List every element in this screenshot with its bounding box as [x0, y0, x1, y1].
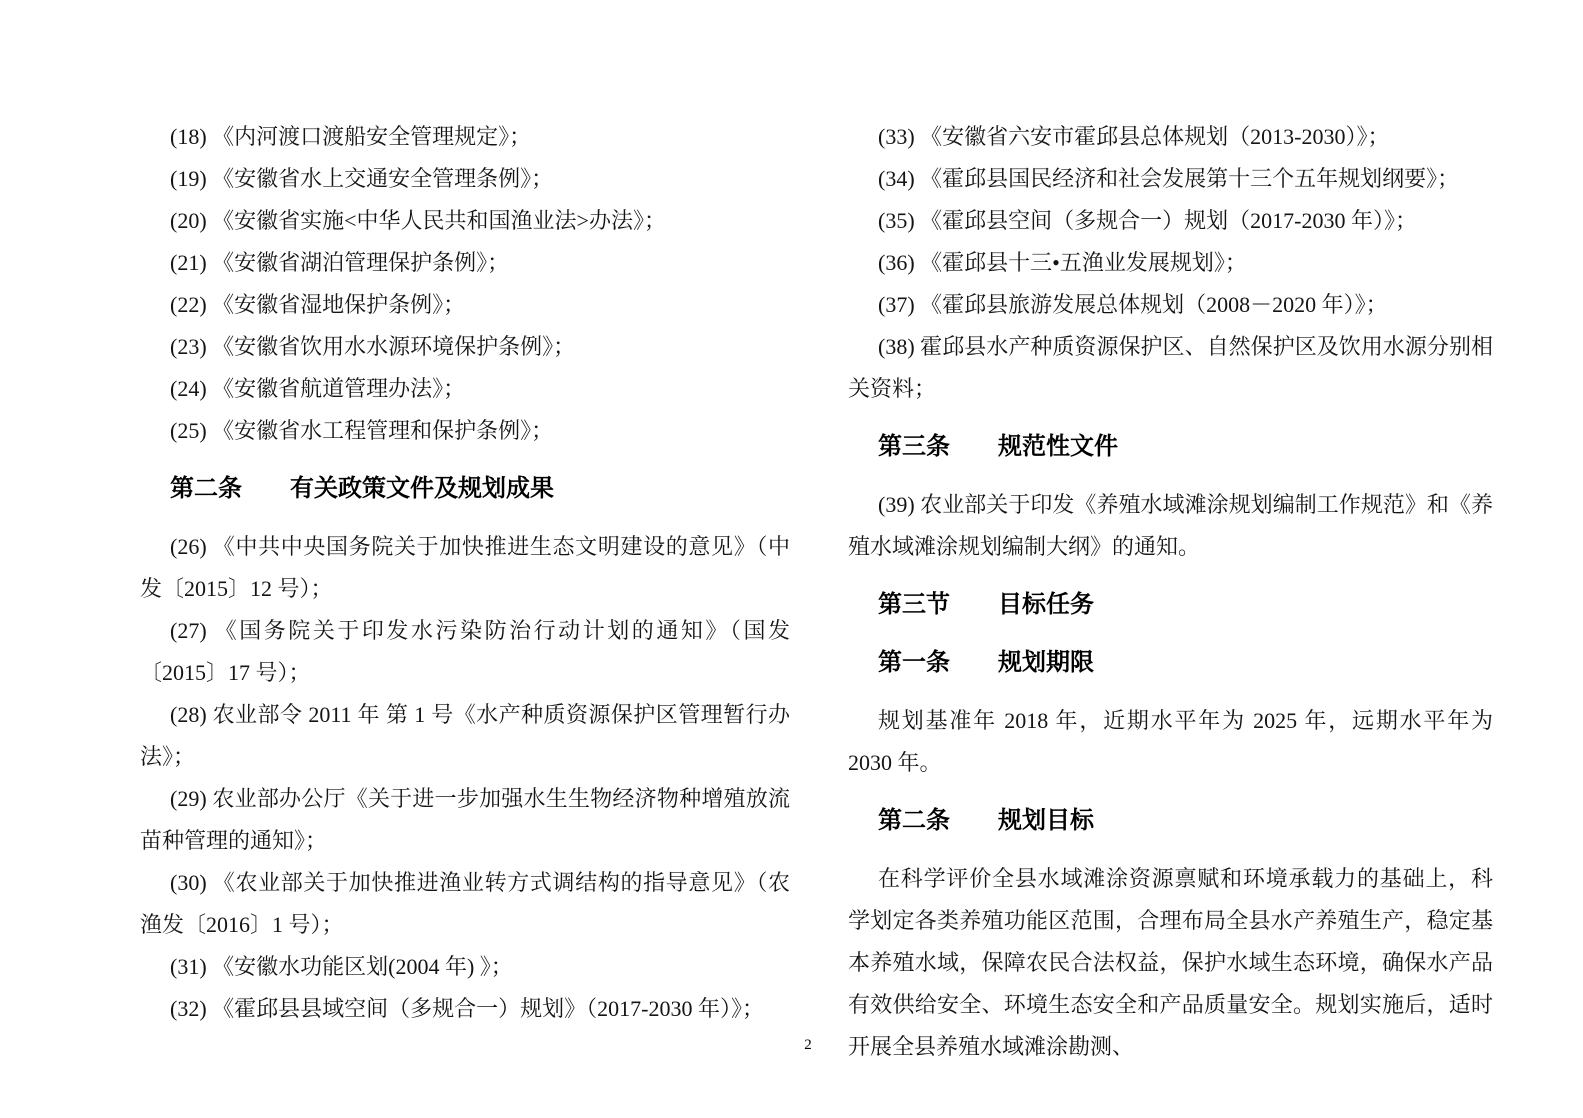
list-item: (20) 《安徽省实施<中华人民共和国渔业法>办法》；	[170, 208, 666, 233]
right-column	[848, 116, 1493, 1068]
list-item: (22) 《安徽省湿地保护条例》；	[170, 292, 466, 317]
section-heading: 第二条 有关政策文件及规划成果	[170, 475, 554, 502]
list-item: (39) 农业部关于印发《养殖水域滩涂规划编制工作规范》和《养殖水域滩涂规划编制大纲》的通知。	[848, 492, 1493, 559]
section-heading: 第二条 规划目标	[878, 807, 1094, 834]
paragraph: 在科学评价全县水域滩涂资源禀赋和环境承载力的基础上，科学划定各类养殖功能区范围，合理布局全县水产养殖生产，稳定基本养殖水域，保障农民合法权益，保护水域生态环境，确保水产品有效供给安全、环境生态安全和产品质量安全。规划实施后，适时开展全县养殖水域滩涂勘测、	[848, 866, 1493, 1059]
list-item: (18) 《内河渡口渡船安全管理规定》；	[170, 124, 532, 149]
list-item: (24) 《安徽省航道管理办法》；	[170, 376, 466, 401]
list-item: (36) 《霍邱县十三•五渔业发展规划》；	[878, 250, 1247, 275]
list-item: (30) 《农业部关于加快推进渔业转方式调结构的指导意见》（农渔发〔2016〕1 号）；	[140, 870, 790, 937]
list-item: (26) 《中共中央国务院关于加快推进生态文明建设的意见》（中发〔2015〕12 号）；	[140, 534, 790, 601]
paragraph: 规划基准年 2018 年，近期水平年为 2025 年，远期水平年为 2030 年。	[848, 708, 1493, 775]
list-item: (37) 《霍邱县旅游发展总体规划（2008－2020 年）》；	[878, 292, 1388, 317]
page-number: 2	[804, 1037, 812, 1053]
list-item: (25) 《安徽省水工程管理和保护条例》；	[170, 418, 554, 443]
list-item: (32) 《霍邱县县域空间（多规合一）规划》（2017-2030 年）》；	[170, 996, 764, 1021]
section-heading: 第一条 规划期限	[878, 649, 1094, 676]
section-heading: 第三节 目标任务	[878, 591, 1094, 618]
list-item: (21) 《安徽省湖泊管理保护条例》；	[170, 250, 510, 275]
list-item: (31) 《安徽水功能区划(2004 年) 》；	[170, 954, 513, 979]
list-item: (34) 《霍邱县国民经济和社会发展第十三个五年规划纲要》；	[878, 166, 1460, 191]
list-item: (23) 《安徽省饮用水水源环境保护条例》；	[170, 334, 576, 359]
list-item: (28) 农业部令 2011 年 第 1 号《水产种质资源保护区管理暂行办法》；	[140, 702, 790, 769]
list-item: (38) 霍邱县水产种质资源保护区、自然保护区及饮用水源分别相关资料；	[848, 334, 1493, 401]
list-item: (33) 《安徽省六安市霍邱县总体规划（2013-2030）》；	[878, 124, 1390, 149]
left-column	[140, 116, 790, 1030]
list-item: (27) 《国务院关于印发水污染防治行动计划的通知》（国发〔2015〕17 号）；	[140, 618, 790, 685]
section-heading: 第三条 规范性文件	[878, 433, 1118, 460]
list-item: (35) 《霍邱县空间（多规合一）规划（2017-2030 年）》；	[878, 208, 1417, 233]
list-item: (29) 农业部办公厅《关于进一步加强水生生物经济物种增殖放流苗种管理的通知》；	[140, 786, 790, 853]
list-item: (19) 《安徽省水上交通安全管理条例》；	[170, 166, 554, 191]
